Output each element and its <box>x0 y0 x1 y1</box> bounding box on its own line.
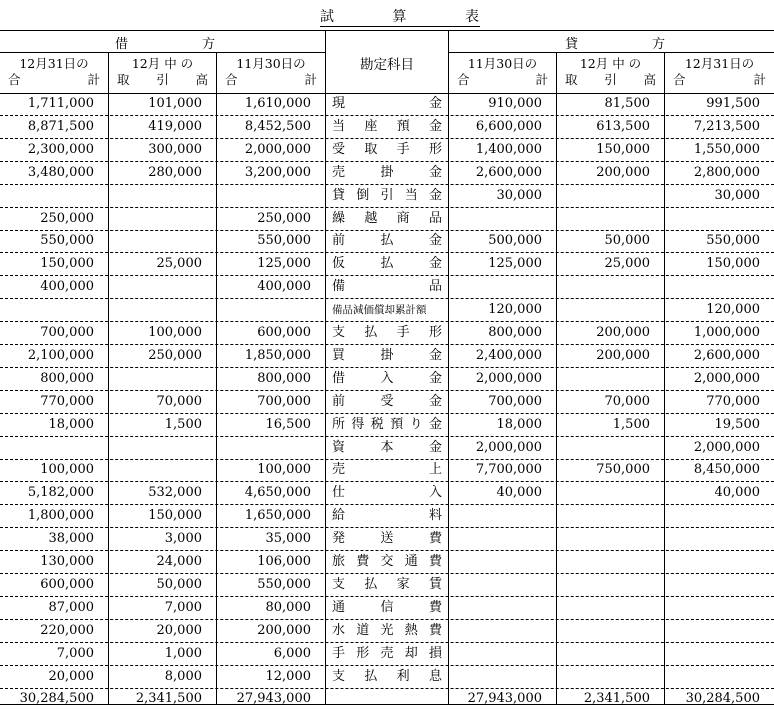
amount-d30: 1,650,000 <box>244 508 311 524</box>
amount-c30: 6,600,000 <box>475 118 542 134</box>
amount-d30: 125,000 <box>257 256 311 272</box>
amount-dm: 7,000 <box>164 599 202 615</box>
account-name: 繰 越 商 品 <box>332 210 442 226</box>
amount-c31 <box>665 620 774 642</box>
account-name: 給 料 <box>332 508 442 524</box>
account-name: 売 上 <box>332 462 442 478</box>
amount-cm <box>557 368 664 390</box>
amount-d31: 38,000 <box>48 531 94 547</box>
totals-row <box>0 688 774 711</box>
table-row <box>0 666 774 689</box>
header-line2: 合 計 <box>457 72 548 87</box>
amount-d31: 5,182,000 <box>27 485 94 501</box>
amount-d30: 250,000 <box>257 210 311 226</box>
title-char: 算 <box>392 9 408 25</box>
amount-c31 <box>665 208 774 230</box>
account-name <box>326 688 448 710</box>
amount-c31: 2,000,000 <box>693 439 760 455</box>
amount-c30: 500,000 <box>488 233 542 249</box>
amount-dm: 2,341,500 <box>135 691 202 707</box>
amount-c31: 2,000,000 <box>693 370 760 386</box>
amount-cm <box>557 276 664 298</box>
amount-dm: 3,000 <box>164 531 202 547</box>
header-line2: 取 引 高 <box>565 72 656 87</box>
amount-cm <box>557 666 664 688</box>
amount-dm: 70,000 <box>156 393 202 409</box>
table-row <box>0 437 774 460</box>
amount-d31 <box>0 299 108 321</box>
amount-d31: 20,000 <box>48 668 94 684</box>
table-row <box>0 253 774 276</box>
amount-d31: 30,284,500 <box>19 691 94 707</box>
amount-c30 <box>449 276 556 298</box>
amount-d31: 7,000 <box>56 645 94 661</box>
amount-d31: 700,000 <box>40 325 94 340</box>
amount-dm <box>109 368 216 390</box>
amount-d30: 3,200,000 <box>244 164 311 180</box>
amount-cm: 200,000 <box>596 325 650 340</box>
amount-cm <box>557 185 664 207</box>
amount-cm <box>557 574 664 596</box>
account-name: 通 信 費 <box>332 599 442 615</box>
account-name: 旅 費 交 通 費 <box>332 554 442 569</box>
account-name: 貸 倒 引 当 金 <box>332 187 442 203</box>
amount-d31: 130,000 <box>40 554 94 569</box>
amount-d30: 27,943,000 <box>236 691 311 707</box>
amount-c31 <box>665 551 774 573</box>
amount-dm: 419,000 <box>148 118 202 134</box>
account-name: 買 掛 金 <box>332 347 442 363</box>
header-credit-dec-transactions <box>565 56 656 88</box>
account-name: 前 払 金 <box>332 233 442 249</box>
amount-c30 <box>449 643 556 665</box>
amount-c31: 2,800,000 <box>693 164 760 180</box>
account-name: 所 得 税 預 り 金 <box>332 416 442 432</box>
amount-d30: 12,000 <box>265 668 311 684</box>
header-line1: 12月 中 の <box>131 56 194 71</box>
amount-c31: 1,550,000 <box>693 141 760 157</box>
amount-dm: 250,000 <box>148 347 202 363</box>
amount-dm <box>109 185 216 207</box>
header-debit-dec31-total <box>8 56 100 88</box>
amount-d31: 2,300,000 <box>27 141 94 157</box>
amount-dm: 1,500 <box>164 416 202 432</box>
amount-c31: 770,000 <box>706 393 760 409</box>
table-row <box>0 162 774 185</box>
amount-c31 <box>665 574 774 596</box>
table-row <box>0 322 774 345</box>
amount-c31: 40,000 <box>714 485 760 501</box>
amount-d30: 1,610,000 <box>244 96 311 111</box>
amount-d31: 550,000 <box>40 233 94 249</box>
amount-dm: 280,000 <box>148 164 202 180</box>
amount-c31: 8,450,000 <box>693 462 760 478</box>
credit-heading-char: 貸 <box>565 37 579 52</box>
header-line1: 12月31日の <box>684 56 755 71</box>
amount-cm <box>557 528 664 550</box>
header-debit-nov30-total <box>225 56 317 88</box>
amount-cm: 50,000 <box>604 233 650 249</box>
header-credit-nov30-total <box>457 56 548 88</box>
header-credit-dec31-total <box>673 56 766 88</box>
credit-heading <box>565 33 665 51</box>
amount-d30 <box>217 437 325 459</box>
account-name: 備 品 <box>332 279 442 295</box>
account-name: 手 形 売 却 損 <box>332 645 442 661</box>
credit-subheader-line <box>449 52 774 53</box>
amount-c30 <box>449 551 556 573</box>
amount-c31: 120,000 <box>706 302 760 318</box>
amount-c30 <box>449 528 556 550</box>
amount-dm: 24,000 <box>156 554 202 569</box>
amount-d31: 8,871,500 <box>27 118 94 134</box>
amount-d31: 220,000 <box>40 622 94 638</box>
amount-dm <box>109 230 216 252</box>
table-row <box>0 139 774 162</box>
table-row <box>0 505 774 528</box>
amount-d31: 400,000 <box>40 279 94 295</box>
amount-cm <box>557 208 664 230</box>
table-row <box>0 574 774 597</box>
table-top-border <box>0 30 774 31</box>
amount-d31: 2,100,000 <box>27 347 94 363</box>
amount-c31 <box>665 666 774 688</box>
amount-d30: 4,650,000 <box>244 485 311 501</box>
header-debit-dec-transactions <box>117 56 208 88</box>
table-row <box>0 482 774 505</box>
amount-c31 <box>665 643 774 665</box>
amount-c31: 150,000 <box>706 256 760 272</box>
amount-d31: 1,711,000 <box>27 96 94 111</box>
table-row <box>0 551 774 574</box>
amount-c30: 1,400,000 <box>475 141 542 157</box>
amount-c30: 27,943,000 <box>467 691 542 707</box>
amount-d31: 3,480,000 <box>27 164 94 180</box>
amount-cm: 25,000 <box>604 256 650 272</box>
account-name: 仕 入 <box>332 485 442 501</box>
amount-dm <box>109 276 216 298</box>
amount-d31: 800,000 <box>40 370 94 386</box>
amount-d31: 150,000 <box>40 256 94 272</box>
debit-heading-char: 借 <box>115 37 129 52</box>
amount-cm <box>557 551 664 573</box>
amount-c31: 7,213,500 <box>693 118 760 134</box>
amount-c30: 40,000 <box>496 485 542 501</box>
amount-d30: 16,500 <box>265 416 311 432</box>
table-row <box>0 185 774 208</box>
amount-d31: 100,000 <box>40 462 94 478</box>
amount-c31: 1,000,000 <box>693 325 760 340</box>
account-name: 当 座 預 金 <box>332 118 442 134</box>
amount-c31 <box>665 276 774 298</box>
amount-d30 <box>217 185 325 207</box>
header-line2: 合 計 <box>225 72 317 87</box>
amount-dm <box>109 459 216 481</box>
amount-d30: 400,000 <box>257 279 311 295</box>
header-account-title: 勘定科目 <box>360 57 414 73</box>
header-line1: 12月31日の <box>19 56 89 71</box>
amount-c30: 7,700,000 <box>475 462 542 478</box>
amount-cm <box>557 620 664 642</box>
amount-cm <box>557 482 664 504</box>
amount-c30: 2,000,000 <box>475 370 542 386</box>
amount-d30: 100,000 <box>257 462 311 478</box>
amount-c31: 550,000 <box>706 233 760 249</box>
account-name: 売 掛 金 <box>332 164 442 180</box>
amount-d30: 2,000,000 <box>244 141 311 157</box>
table-row <box>0 414 774 437</box>
amount-dm: 1,000 <box>164 645 202 661</box>
amount-cm <box>557 299 664 321</box>
title-char: 試 <box>320 9 335 25</box>
amount-c30 <box>449 574 556 596</box>
amount-c30: 2,000,000 <box>475 439 542 455</box>
table-row <box>0 93 774 116</box>
amount-d30: 8,452,500 <box>244 118 311 134</box>
title-char: 表 <box>465 9 480 25</box>
amount-cm <box>557 437 664 459</box>
account-name: 仮 払 金 <box>332 256 442 272</box>
amount-cm <box>557 505 664 527</box>
account-name: 資 本 金 <box>332 439 442 455</box>
amount-cm: 81,500 <box>604 96 650 111</box>
amount-c30: 2,400,000 <box>475 347 542 363</box>
amount-c30: 120,000 <box>488 302 542 318</box>
table-row <box>0 368 774 391</box>
amount-dm: 150,000 <box>148 508 202 524</box>
amount-cm: 200,000 <box>596 347 650 363</box>
account-name: 支 払 利 息 <box>332 668 442 684</box>
amount-d30: 700,000 <box>257 393 311 409</box>
amount-c30: 2,600,000 <box>475 164 542 180</box>
amount-d30: 6,000 <box>273 645 311 661</box>
header-line2: 取 引 高 <box>117 72 208 87</box>
amount-d30: 1,850,000 <box>244 347 311 363</box>
amount-cm: 70,000 <box>604 393 650 409</box>
amount-cm: 1,500 <box>612 416 650 432</box>
amount-c30 <box>449 505 556 527</box>
table-row <box>0 391 774 414</box>
amount-d31 <box>0 185 108 207</box>
account-name: 現 金 <box>332 96 442 111</box>
amount-cm <box>557 597 664 619</box>
amount-c30: 18,000 <box>496 416 542 432</box>
amount-d31: 600,000 <box>40 576 94 592</box>
table-row <box>0 230 774 253</box>
amount-c31 <box>665 597 774 619</box>
amount-c30: 910,000 <box>488 96 542 111</box>
debit-subheader-line <box>0 52 325 53</box>
amount-dm: 532,000 <box>148 485 202 501</box>
table-row <box>0 620 774 643</box>
header-line1: 11月30日の <box>236 56 306 71</box>
amount-c30: 30,000 <box>496 187 542 203</box>
amount-cm: 2,341,500 <box>583 691 650 707</box>
amount-dm: 50,000 <box>156 576 202 592</box>
account-name: 水 道 光 熱 費 <box>332 622 442 638</box>
amount-c30 <box>449 666 556 688</box>
debit-heading-char: 方 <box>201 37 215 52</box>
amount-dm: 101,000 <box>148 96 202 111</box>
amount-c31: 991,500 <box>706 96 760 111</box>
header-line1: 12月 中 の <box>579 56 642 71</box>
amount-d30: 35,000 <box>265 531 311 547</box>
table-row <box>0 299 774 322</box>
amount-d30: 106,000 <box>257 554 311 569</box>
account-name: 支 払 家 賃 <box>332 576 442 592</box>
amount-c30: 700,000 <box>488 393 542 409</box>
amount-cm <box>557 643 664 665</box>
amount-cm: 150,000 <box>596 141 650 157</box>
account-name: 備品減価償却累計額 <box>332 304 427 317</box>
amount-d31: 770,000 <box>40 393 94 409</box>
amount-d31: 87,000 <box>48 599 94 615</box>
page-title <box>320 6 480 27</box>
table-row <box>0 643 774 666</box>
amount-dm <box>109 208 216 230</box>
debit-heading <box>115 33 215 51</box>
amount-d31: 250,000 <box>40 210 94 226</box>
table-row <box>0 208 774 231</box>
amount-d30: 800,000 <box>257 370 311 386</box>
account-name: 借 入 金 <box>332 370 442 386</box>
amount-d30: 550,000 <box>257 576 311 592</box>
amount-c31: 2,600,000 <box>693 347 760 363</box>
amount-c30: 125,000 <box>488 256 542 272</box>
amount-d31 <box>0 437 108 459</box>
header-line1: 11月30日の <box>467 56 538 71</box>
table-row <box>0 345 774 368</box>
table-row <box>0 116 774 139</box>
amount-c31 <box>665 505 774 527</box>
amount-d30: 200,000 <box>257 622 311 638</box>
amount-d31: 18,000 <box>48 416 94 432</box>
amount-c30: 800,000 <box>488 325 542 340</box>
amount-dm <box>109 299 216 321</box>
account-name: 前 受 金 <box>332 393 442 409</box>
amount-dm: 100,000 <box>148 325 202 340</box>
table-row <box>0 459 774 482</box>
account-name: 発 送 費 <box>332 531 442 547</box>
amount-c30 <box>449 597 556 619</box>
account-name: 支 払 手 形 <box>332 325 442 340</box>
amount-c31 <box>665 528 774 550</box>
amount-dm: 20,000 <box>156 622 202 638</box>
table-row <box>0 528 774 551</box>
account-name: 受 取 手 形 <box>332 141 442 157</box>
amount-c30 <box>449 208 556 230</box>
amount-c30 <box>449 620 556 642</box>
amount-c31: 30,284,500 <box>685 691 760 707</box>
amount-cm: 200,000 <box>596 164 650 180</box>
amount-d30: 600,000 <box>257 325 311 340</box>
amount-cm: 750,000 <box>596 462 650 478</box>
table-row <box>0 276 774 299</box>
amount-dm: 300,000 <box>148 141 202 157</box>
amount-d31: 1,800,000 <box>27 508 94 524</box>
amount-d30 <box>217 299 325 321</box>
amount-dm: 25,000 <box>156 256 202 272</box>
header-line2: 合 計 <box>673 72 766 87</box>
header-line2: 合 計 <box>8 72 100 87</box>
table-row <box>0 597 774 620</box>
credit-heading-char: 方 <box>651 37 665 52</box>
amount-cm: 613,500 <box>596 118 650 134</box>
amount-dm: 8,000 <box>164 668 202 684</box>
amount-c31: 19,500 <box>714 416 760 432</box>
amount-c31: 30,000 <box>714 187 760 203</box>
amount-d30: 80,000 <box>265 599 311 615</box>
amount-d30: 550,000 <box>257 233 311 249</box>
amount-dm <box>109 437 216 459</box>
